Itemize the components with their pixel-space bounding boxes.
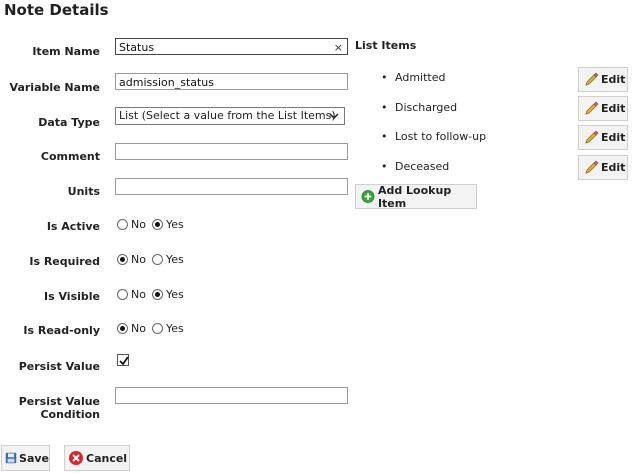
variable-name-input[interactable]: admission_status [115,73,348,90]
variable-name-label: Variable Name [9,81,100,94]
pencil-icon [584,101,599,116]
is-visible-no-radio[interactable] [117,289,128,300]
floppy-disk-icon [5,450,17,466]
is-visible-radio-group: No Yes [117,288,190,301]
is-active-radio-group: No Yes [117,218,190,231]
is-read-only-yes-radio[interactable] [152,323,163,334]
save-button[interactable]: Save [1,445,50,471]
plus-circle-icon [361,189,375,204]
edit-button[interactable]: Edit [578,125,628,150]
list-item: • Discharged [382,101,457,114]
comment-label: Comment [40,150,100,163]
edit-button[interactable]: Edit [578,67,628,92]
units-input[interactable] [115,178,348,195]
persist-value-label: Persist Value [18,360,100,373]
persist-value-condition-label: Persist Value Condition [18,395,100,421]
clear-icon[interactable]: × [333,41,343,54]
is-active-no-radio[interactable] [117,219,128,230]
is-visible-label: Is Visible [44,290,100,303]
is-active-yes-radio[interactable] [152,219,163,230]
cancel-icon [68,450,84,466]
is-required-no-radio[interactable] [117,254,128,265]
list-items-title: List Items [355,39,417,52]
is-required-yes-radio[interactable] [152,254,163,265]
persist-value-condition-input[interactable] [115,387,348,404]
is-read-only-radio-group: No Yes [117,322,190,335]
data-type-label: Data Type [38,116,100,129]
is-required-radio-group: No Yes [117,253,190,266]
edit-button[interactable]: Edit [578,155,628,180]
checkmark-icon [118,355,130,367]
is-visible-yes-radio[interactable] [152,289,163,300]
edit-button[interactable]: Edit [578,96,628,121]
list-item: • Deceased [382,160,449,173]
is-read-only-no-radio[interactable] [117,323,128,334]
add-lookup-item-button[interactable]: Add Lookup Item [355,184,477,209]
is-active-label: Is Active [46,220,100,233]
cancel-button[interactable]: Cancel [64,445,130,471]
pencil-icon [584,130,599,145]
item-name-label: Item Name [32,45,100,58]
is-required-label: Is Required [29,255,100,268]
comment-input[interactable] [115,143,348,160]
is-read-only-label: Is Read-only [23,324,100,337]
persist-value-checkbox[interactable] [117,354,129,366]
pencil-icon [584,160,599,175]
list-item: • Admitted [382,71,445,84]
chevron-down-icon [328,110,340,122]
pencil-icon [584,72,599,87]
data-type-select[interactable]: List (Select a value from the List Items) [115,107,345,125]
units-label: Units [67,185,100,198]
item-name-input[interactable]: Status × [115,38,348,55]
page-title: Note Details [4,1,109,19]
list-item: • Lost to follow-up [382,130,486,143]
